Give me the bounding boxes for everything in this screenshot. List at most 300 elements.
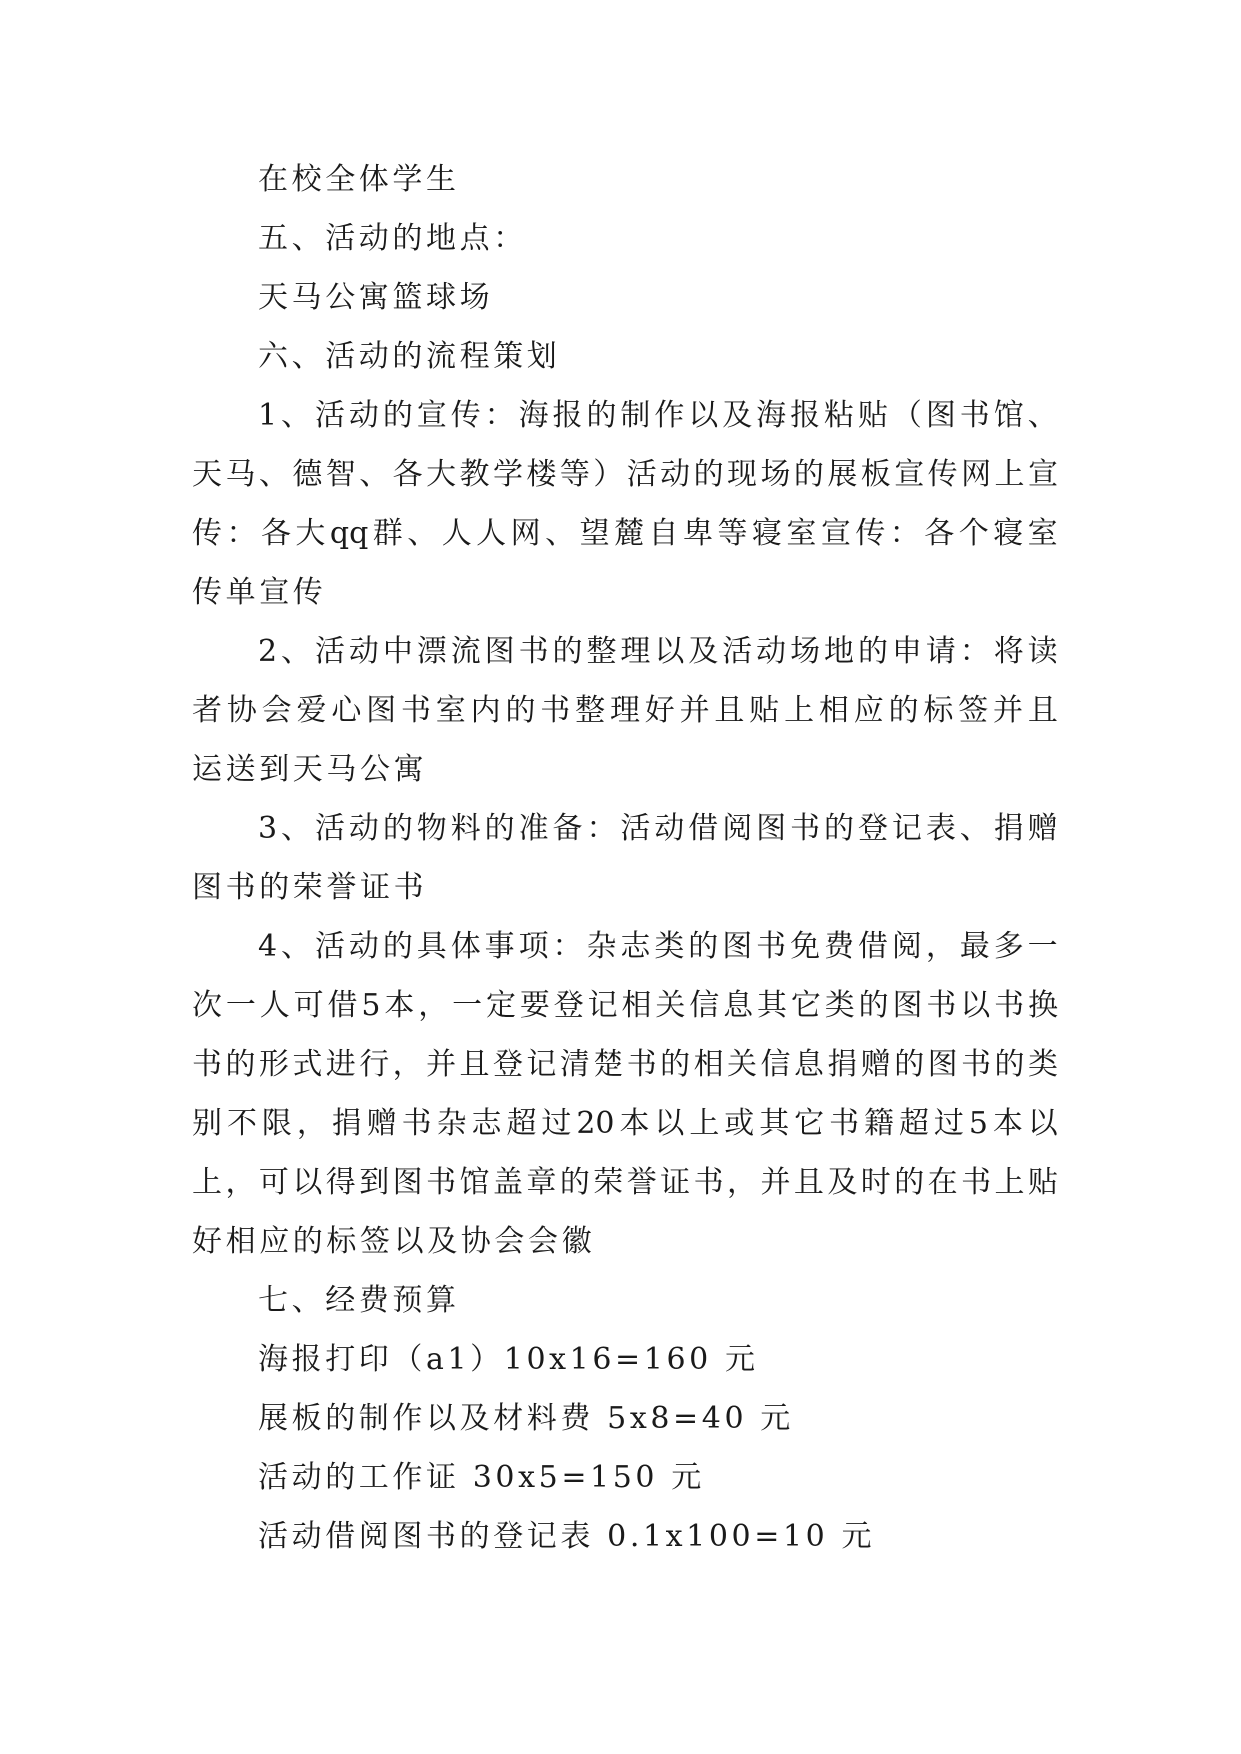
- text-glyph: 5: [361, 988, 381, 1023]
- text-glyph: 、: [281, 398, 312, 433]
- text-glyph: 的: [888, 693, 919, 728]
- text-glyph: 信: [689, 988, 720, 1023]
- text-glyph: 德: [292, 457, 323, 492]
- text-glyph: ，: [727, 1165, 757, 1200]
- text-glyph: 智: [325, 457, 356, 492]
- text-glyph: ：: [586, 811, 617, 846]
- text-glyph: 准: [518, 811, 549, 846]
- text-glyph: 制: [620, 398, 651, 433]
- paragraph-target-audience: 在校全体学生: [258, 162, 460, 197]
- section-heading-process: 六、活动的流程策划: [258, 339, 561, 374]
- text-glyph: 物: [416, 811, 447, 846]
- text-glyph: ，: [925, 929, 956, 964]
- text-glyph: 传: [192, 516, 222, 551]
- text-glyph: 且: [459, 1047, 490, 1082]
- text-glyph: 、: [407, 516, 438, 551]
- text-glyph: 一: [452, 988, 483, 1023]
- text-glyph: 贴: [857, 398, 888, 433]
- text-glyph: 的: [382, 398, 413, 433]
- text-glyph: 超: [506, 1106, 537, 1141]
- text-glyph: 且: [793, 1165, 824, 1200]
- paragraph-line: [192, 681, 1058, 740]
- text-glyph: 地: [824, 634, 855, 669]
- text-glyph: 学: [492, 457, 523, 492]
- text-glyph: 动: [660, 457, 691, 492]
- text-glyph: 赠: [1027, 811, 1058, 846]
- text-glyph: 、: [281, 929, 312, 964]
- text-glyph: 类: [824, 988, 855, 1023]
- text-glyph: 书: [959, 398, 990, 433]
- text-glyph: 且: [714, 693, 745, 728]
- text-glyph: 可: [258, 1165, 289, 1200]
- text-glyph: 群: [372, 516, 403, 551]
- text-glyph: 的: [858, 988, 889, 1023]
- text-glyph: 漂: [416, 634, 447, 669]
- text-glyph: 它: [790, 988, 821, 1023]
- text-glyph: 借: [327, 988, 358, 1023]
- text-glyph: 形: [258, 1047, 289, 1082]
- paragraph-line: [192, 917, 1058, 976]
- text-glyph: ）: [593, 457, 624, 492]
- text-glyph: 理: [609, 693, 640, 728]
- text-glyph: 以: [654, 1106, 685, 1141]
- budget-item-work-badges: 活动的工作证 30x5=150 元: [258, 1460, 705, 1495]
- paragraph-location: 天马公寓篮球场: [258, 280, 494, 315]
- text-glyph: 借: [688, 811, 719, 846]
- text-glyph: 活: [314, 634, 345, 669]
- paragraph-line: [192, 1153, 1058, 1212]
- text-glyph: 誉: [626, 1165, 657, 1200]
- paragraph-line: 好相应的标签以及协会会徽: [192, 1224, 596, 1259]
- text-glyph: 活: [722, 634, 753, 669]
- text-glyph: 的: [552, 634, 583, 669]
- text-glyph: 活: [314, 929, 345, 964]
- text-glyph: 展: [827, 457, 858, 492]
- text-glyph: 的: [505, 693, 536, 728]
- text-glyph: 章: [526, 1165, 557, 1200]
- text-glyph: 过: [541, 1106, 572, 1141]
- text-glyph: ，: [296, 1106, 327, 1141]
- text-glyph: 教: [459, 457, 490, 492]
- text-glyph: ：: [226, 516, 257, 551]
- text-glyph: 书: [829, 1106, 860, 1141]
- text-glyph: 网: [961, 457, 992, 492]
- text-glyph: 定: [485, 988, 516, 1023]
- text-glyph: 书: [518, 634, 549, 669]
- text-glyph: 行: [359, 1047, 390, 1082]
- paragraph-line: 运送到天马公寓: [192, 752, 428, 787]
- text-glyph: 类: [1027, 1047, 1058, 1082]
- text-glyph: 报: [552, 398, 583, 433]
- text-glyph: 一: [1027, 929, 1058, 964]
- text-glyph: 上: [994, 457, 1025, 492]
- text-glyph: 网: [510, 516, 541, 551]
- text-glyph: 志: [471, 1106, 502, 1141]
- paragraph-line: [192, 799, 1058, 858]
- text-glyph: 具: [416, 929, 447, 964]
- text-glyph: 书: [756, 929, 787, 964]
- text-glyph: 图: [925, 398, 956, 433]
- text-glyph: 书: [961, 1165, 992, 1200]
- text-glyph: 本: [384, 988, 415, 1023]
- text-glyph: 粘: [824, 398, 855, 433]
- text-glyph: 图: [722, 929, 753, 964]
- text-glyph: 多: [993, 929, 1024, 964]
- text-glyph: 的: [824, 811, 855, 846]
- budget-item-display-boards: 展板的制作以及材料费 5x8=40 元: [258, 1401, 794, 1436]
- text-glyph: 借: [857, 929, 888, 964]
- text-glyph: 、: [359, 457, 390, 492]
- text-glyph: 别: [192, 1106, 222, 1141]
- text-glyph: 且: [1027, 693, 1058, 728]
- text-glyph: 现: [727, 457, 757, 492]
- paragraph-line: [192, 1035, 1058, 1094]
- text-glyph: 活: [314, 811, 345, 846]
- text-glyph: 相: [693, 1047, 724, 1082]
- text-glyph: 书: [994, 988, 1025, 1023]
- text-glyph: 各: [392, 457, 423, 492]
- text-glyph: 4: [258, 929, 278, 964]
- text-glyph: 以: [1027, 1106, 1058, 1141]
- text-glyph: 一: [225, 988, 256, 1023]
- text-glyph: 各: [924, 516, 955, 551]
- text-glyph: 各: [260, 516, 291, 551]
- text-glyph: 捐: [827, 1047, 858, 1082]
- text-glyph: 捐: [993, 811, 1024, 846]
- text-glyph: 过: [933, 1106, 964, 1141]
- text-glyph: 相: [818, 693, 849, 728]
- text-glyph: 书: [400, 693, 431, 728]
- text-glyph: 宣: [1027, 457, 1058, 492]
- text-glyph: ，: [225, 1165, 256, 1200]
- document-body: [192, 150, 1058, 1566]
- text-glyph: 记: [526, 1047, 557, 1082]
- text-glyph: 20: [576, 1106, 615, 1141]
- text-glyph: 的: [688, 929, 719, 964]
- text-glyph: 宣: [894, 457, 925, 492]
- text-glyph: 活: [626, 457, 657, 492]
- text-glyph: 理: [620, 634, 651, 669]
- text-glyph: 室: [786, 516, 817, 551]
- text-glyph: 大: [426, 457, 457, 492]
- text-glyph: 赠: [366, 1106, 397, 1141]
- text-glyph: 、: [281, 811, 312, 846]
- text-glyph: 的: [793, 457, 824, 492]
- text-glyph: 整: [586, 634, 617, 669]
- text-glyph: 动: [756, 634, 787, 669]
- text-glyph: 内: [470, 693, 501, 728]
- text-glyph: ：: [484, 398, 515, 433]
- text-glyph: 寝: [751, 516, 782, 551]
- text-glyph: 记: [587, 988, 618, 1023]
- text-glyph: 费: [824, 929, 855, 964]
- text-glyph: 登: [857, 811, 888, 846]
- text-glyph: 寝: [993, 516, 1024, 551]
- text-glyph: 书: [693, 1165, 724, 1200]
- text-glyph: 标: [923, 693, 954, 728]
- text-glyph: 中: [382, 634, 413, 669]
- text-glyph: 并: [993, 693, 1024, 728]
- text-glyph: 的: [693, 457, 724, 492]
- text-glyph: 上: [784, 693, 815, 728]
- text-glyph: 图: [892, 988, 923, 1023]
- text-glyph: 清: [559, 1047, 590, 1082]
- paragraph-line: [192, 976, 1058, 1035]
- text-glyph: 的: [894, 1047, 925, 1082]
- budget-item-posters: 海报打印（a1）10x16=160 元: [258, 1342, 759, 1377]
- text-glyph: 、: [1027, 398, 1058, 433]
- paragraph-line: [192, 445, 1058, 504]
- text-glyph: 好: [644, 693, 675, 728]
- paragraph-line: [192, 1094, 1058, 1153]
- text-glyph: 表: [925, 811, 956, 846]
- paragraph-line: [192, 622, 1058, 681]
- text-glyph: 的: [857, 634, 888, 669]
- text-glyph: 、: [258, 457, 289, 492]
- text-glyph: 杂: [586, 929, 617, 964]
- text-glyph: 上: [192, 1165, 222, 1200]
- text-glyph: （: [891, 398, 922, 433]
- text-glyph: 大: [295, 516, 326, 551]
- text-glyph: 人: [259, 988, 290, 1023]
- text-glyph: 事: [484, 929, 515, 964]
- text-glyph: 志: [620, 929, 651, 964]
- text-glyph: 信: [760, 1047, 791, 1082]
- text-glyph: 并: [426, 1047, 457, 1082]
- text-glyph: 以: [960, 988, 991, 1023]
- text-glyph: 楚: [593, 1047, 624, 1082]
- text-glyph: 阅: [722, 811, 753, 846]
- text-glyph: 作: [654, 398, 685, 433]
- text-glyph: 书: [192, 1047, 222, 1082]
- text-glyph: 、: [959, 811, 990, 846]
- text-glyph: 动: [348, 929, 379, 964]
- text-glyph: 者: [192, 693, 222, 728]
- text-glyph: 可: [293, 988, 324, 1023]
- text-glyph: 个: [958, 516, 989, 551]
- text-glyph: 场: [760, 457, 791, 492]
- text-glyph: 书: [540, 693, 571, 728]
- text-glyph: 书: [790, 811, 821, 846]
- text-glyph: 息: [793, 1047, 824, 1082]
- text-glyph: 籍: [864, 1106, 894, 1141]
- paragraph-materials: [192, 799, 1058, 917]
- text-glyph: 阅: [891, 929, 922, 964]
- text-glyph: 超: [898, 1106, 929, 1141]
- text-glyph: 等: [559, 457, 590, 492]
- paragraph-book-preparation: [192, 622, 1058, 799]
- text-glyph: 应: [853, 693, 884, 728]
- text-glyph: 的: [225, 1047, 256, 1082]
- text-glyph: 登: [553, 988, 584, 1023]
- text-glyph: 本: [619, 1106, 650, 1141]
- text-glyph: 限: [261, 1106, 292, 1141]
- text-glyph: 读: [1027, 634, 1058, 669]
- text-glyph: 3: [258, 811, 278, 846]
- text-glyph: 备: [552, 811, 583, 846]
- text-glyph: 赠: [860, 1047, 891, 1082]
- text-glyph: 类: [654, 929, 685, 964]
- text-glyph: 将: [993, 634, 1024, 669]
- text-glyph: 的: [660, 1047, 691, 1082]
- text-glyph: ：: [889, 516, 920, 551]
- text-glyph: 等: [717, 516, 748, 551]
- text-glyph: 请: [925, 634, 956, 669]
- section-heading-location: 五、活动的地点：: [258, 221, 527, 256]
- text-glyph: 式: [292, 1047, 323, 1082]
- text-glyph: 天: [192, 457, 222, 492]
- text-glyph: 海: [756, 398, 787, 433]
- text-glyph: 动: [348, 398, 379, 433]
- text-glyph: 记: [891, 811, 922, 846]
- text-glyph: 5: [968, 1106, 988, 1141]
- text-glyph: 不: [226, 1106, 257, 1141]
- text-glyph: 的: [586, 398, 617, 433]
- text-glyph: 馆: [459, 1165, 490, 1200]
- text-glyph: 的: [894, 1165, 925, 1200]
- text-glyph: 动: [654, 811, 685, 846]
- text-glyph: 及: [722, 398, 753, 433]
- text-glyph: 2: [258, 634, 278, 669]
- text-glyph: 麓: [614, 516, 645, 551]
- paragraph-details: [192, 917, 1058, 1271]
- text-glyph: 爱: [296, 693, 327, 728]
- text-glyph: 宣: [416, 398, 447, 433]
- text-glyph: 图: [392, 1165, 423, 1200]
- text-glyph: 申: [891, 634, 922, 669]
- text-glyph: 得: [325, 1165, 356, 1200]
- text-glyph: 体: [450, 929, 481, 964]
- text-glyph: 登: [492, 1047, 523, 1082]
- text-glyph: 换: [1027, 988, 1058, 1023]
- text-glyph: 图: [756, 811, 787, 846]
- text-glyph: 楼: [526, 457, 557, 492]
- text-glyph: 到: [359, 1165, 390, 1200]
- text-glyph: 其: [759, 1106, 790, 1141]
- text-glyph: 动: [348, 634, 379, 669]
- text-glyph: 免: [790, 929, 821, 964]
- text-glyph: 杂: [436, 1106, 467, 1141]
- text-glyph: 以: [654, 634, 685, 669]
- text-glyph: 活: [314, 398, 345, 433]
- text-glyph: 图: [927, 1047, 958, 1082]
- text-glyph: 上: [994, 1165, 1025, 1200]
- text-glyph: 书: [926, 988, 957, 1023]
- text-glyph: qq: [329, 516, 369, 551]
- text-glyph: 宣: [820, 516, 851, 551]
- text-glyph: 以: [688, 398, 719, 433]
- text-glyph: 签: [958, 693, 989, 728]
- text-glyph: 望: [579, 516, 610, 551]
- text-glyph: 项: [518, 929, 549, 964]
- text-glyph: 馆: [993, 398, 1024, 433]
- text-glyph: 捐: [331, 1106, 362, 1141]
- text-glyph: 关: [727, 1047, 757, 1082]
- text-glyph: 料: [450, 811, 481, 846]
- text-glyph: 及: [688, 634, 719, 669]
- text-glyph: 次: [192, 988, 222, 1023]
- text-glyph: 流: [450, 634, 481, 669]
- text-glyph: 书: [626, 1047, 657, 1082]
- budget-item-registration-forms: 活动借阅图书的登记表 0.1x100=10 元: [258, 1519, 876, 1554]
- text-glyph: ：: [959, 634, 990, 669]
- text-glyph: 最: [959, 929, 990, 964]
- text-glyph: 卑: [682, 516, 713, 551]
- text-glyph: 或: [724, 1106, 755, 1141]
- text-glyph: 传: [855, 516, 886, 551]
- text-glyph: 图: [484, 634, 515, 669]
- text-glyph: 、: [281, 634, 312, 669]
- text-glyph: 在: [927, 1165, 958, 1200]
- paragraph-publicity: [192, 386, 1058, 622]
- text-glyph: 协: [226, 693, 257, 728]
- section-heading-budget: 七、经费预算: [258, 1283, 460, 1318]
- text-glyph: 会: [261, 693, 292, 728]
- text-glyph: 以: [292, 1165, 323, 1200]
- text-glyph: 人: [441, 516, 472, 551]
- text-glyph: 时: [860, 1165, 891, 1200]
- text-glyph: 传: [450, 398, 481, 433]
- paragraph-line: 图书的荣誉证书: [192, 870, 428, 905]
- text-glyph: 、: [545, 516, 576, 551]
- paragraph-line: [192, 386, 1058, 445]
- text-glyph: 心: [331, 693, 362, 728]
- text-glyph: 场: [790, 634, 821, 669]
- text-glyph: 室: [435, 693, 466, 728]
- text-glyph: 的: [382, 929, 413, 964]
- text-glyph: 贴: [749, 693, 780, 728]
- text-glyph: 贴: [1027, 1165, 1058, 1200]
- text-glyph: 动: [348, 811, 379, 846]
- text-glyph: 相: [621, 988, 652, 1023]
- text-glyph: 息: [723, 988, 754, 1023]
- text-glyph: 人: [476, 516, 507, 551]
- text-glyph: 板: [860, 457, 891, 492]
- text-glyph: ，: [418, 988, 449, 1023]
- text-glyph: 报: [790, 398, 821, 433]
- text-glyph: 的: [382, 811, 413, 846]
- text-glyph: 证: [660, 1165, 691, 1200]
- text-glyph: 的: [559, 1165, 590, 1200]
- paragraph-line: 传单宣传: [192, 575, 327, 610]
- text-glyph: 的: [484, 811, 515, 846]
- text-glyph: 整: [575, 693, 606, 728]
- text-glyph: 活: [620, 811, 651, 846]
- text-glyph: 关: [655, 988, 686, 1023]
- text-glyph: 书: [401, 1106, 432, 1141]
- text-glyph: 室: [1027, 516, 1058, 551]
- text-glyph: 要: [519, 988, 550, 1023]
- text-glyph: 上: [689, 1106, 720, 1141]
- text-glyph: 图: [366, 693, 397, 728]
- text-glyph: 并: [760, 1165, 791, 1200]
- text-glyph: 本: [992, 1106, 1023, 1141]
- text-glyph: ：: [552, 929, 583, 964]
- text-glyph: 1: [258, 398, 278, 433]
- text-glyph: 自: [648, 516, 679, 551]
- text-glyph: 书: [426, 1165, 457, 1200]
- text-glyph: 并: [679, 693, 710, 728]
- text-glyph: 及: [827, 1165, 858, 1200]
- paragraph-line: [192, 504, 1058, 563]
- text-glyph: 传: [927, 457, 958, 492]
- text-glyph: 它: [794, 1106, 825, 1141]
- text-glyph: 盖: [492, 1165, 523, 1200]
- text-glyph: 其: [756, 988, 787, 1023]
- text-glyph: 荣: [593, 1165, 624, 1200]
- text-glyph: 书: [961, 1047, 992, 1082]
- text-glyph: 的: [994, 1047, 1025, 1082]
